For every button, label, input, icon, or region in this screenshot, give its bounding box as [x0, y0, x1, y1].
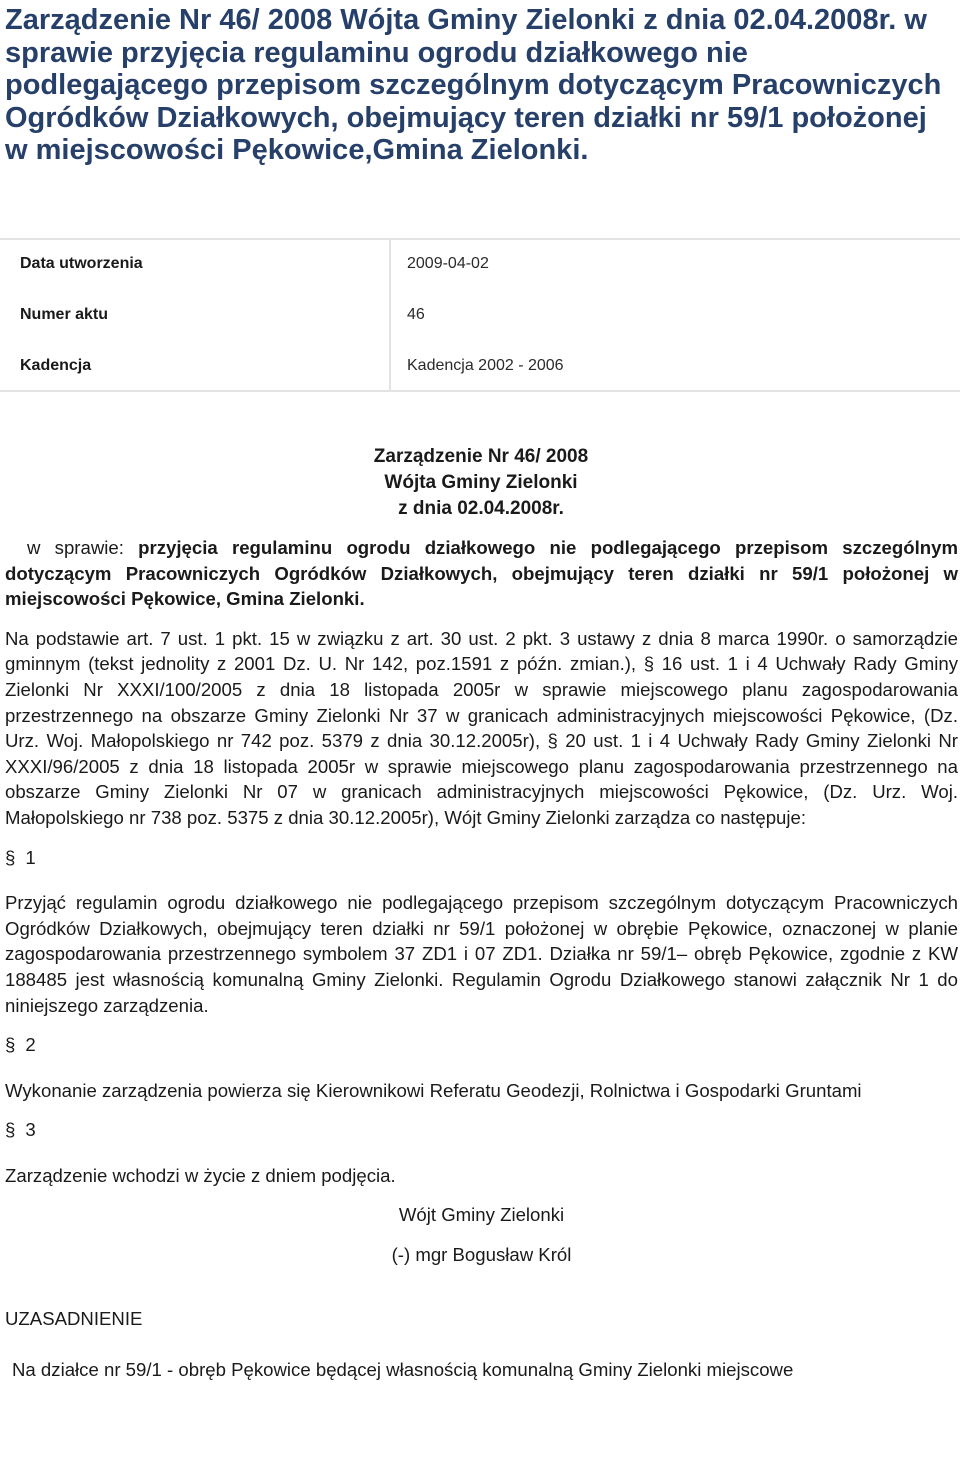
metadata-value: 46 — [407, 306, 425, 323]
subject-prefix: w sprawie: — [27, 537, 124, 558]
metadata-label: Data utworzenia — [20, 255, 143, 272]
section-heading-2 — [5, 1032, 958, 1058]
metadata-table — [0, 238, 960, 392]
heading-line-1: Zarządzenie Nr 46/ 2008 — [373, 446, 589, 467]
document-body — [5, 535, 958, 1383]
signature-name: (-) mgr Bogusław Król — [391, 1244, 572, 1266]
section-number: 1 — [25, 846, 36, 868]
section-number: 3 — [25, 1119, 36, 1141]
metadata-row-act-number — [0, 305, 960, 325]
section-sign: § — [5, 1119, 16, 1141]
justification-text: Na działce nr 59/1 - obręb Pękowice będącej własnością komunalną Gminy Zielonki miejscowe — [12, 1359, 794, 1381]
page-title: Zarządzenie Nr 46/ 2008 Wójta Gminy Zielonki z dnia 02.04.2008r. w sprawie przyjęcia regulaminu ogrodu działkowego nie podlegającego przepisom szczególnym dotyczącym Pracowniczych Ogródków Działkowych, obejmujący teren działki nr 59/1 położonej w miejscowości Pękowice,Gmina Zielonki. — [5, 4, 942, 166]
metadata-row-created — [0, 254, 960, 274]
heading-line-3: z dnia 02.04.2008r. — [398, 498, 564, 519]
section-heading-1 — [5, 845, 958, 871]
justification-heading: UZASADNIENIE — [5, 1307, 143, 1329]
subject-paragraph — [5, 535, 958, 612]
section-number: 2 — [25, 1034, 36, 1056]
legal-basis-paragraph: Na podstawie art. 7 ust. 1 pkt. 15 w związku z art. 30 ust. 2 pkt. 3 ustawy z dnia 8 marca 1990r. o samorządzie gminnym (tekst jednolity z 2001 Dz. U. Nr 142, poz.1591 z późn. zmian.), § 16 ust. 1 i 4 Uchwały Rady Gminy Zielonki Nr XXXI/100/2005 z dnia 18 listopada 2005r w sprawie miejscowego planu zagospodarowania przestrzennego na obszarze Gminy Zielonki Nr 37 w granicach administracyjnych miejscowości Pękowice, (Dz. Urz. Woj. Małopolskiego nr 742 poz. 5379 z dnia 30.12.2005r), § 20 ust. 1 i 4 Uchwały Rady Gminy Zielonki Nr XXXI/96/2005 z dnia 18 listopada 2005r w sprawie miejscowego planu zagospodarowania przestrzennego na obszarze Gminy Zielonki Nr 07 w granicach administracyjnych miejscowości Pękowice, (Dz. Urz. Woj. Małopolskiego nr 738 poz. 5375 z dnia 30.12.2005r), Wójt Gminy Zielonki zarządza co następuje: — [5, 627, 958, 828]
section-text-3: Zarządzenie wchodzi w życie z dniem podjęcia. — [5, 1164, 396, 1186]
section-text-1: Przyjąć regulamin ogrodu działkowego nie podlegającego przepisom szczególnym dotyczącym Pracowniczych Ogródków Działkowych, obejmujący teren działki nr 59/1 położonej w obrębie Pękowice, oznaczonej w planie zagospodarowania przestrzennego symbolem 37 ZD1 i 07 ZD1. Działka nr 59/1– obręb Pękowice, zgodnie z KW 188485 jest własnością komunalną Gminy Zielonki. Regulamin Ogrodu Działkowego stanowi załącznik Nr 1 do niniejszego zarządzenia. — [5, 892, 958, 1016]
section-sign: § — [5, 1034, 16, 1056]
metadata-label: Numer aktu — [20, 306, 109, 323]
heading-line-2: Wójta Gminy Zielonki — [384, 472, 578, 493]
metadata-value: Kadencja 2002 - 2006 — [407, 357, 564, 374]
section-text-2: Wykonanie zarządzenia powierza się Kierownikowi Referatu Geodezji, Rolnictwa i Gospodarki Gruntami — [5, 1079, 862, 1101]
section-heading-3 — [5, 1117, 958, 1143]
signature-title: Wójt Gminy Zielonki — [398, 1204, 565, 1226]
metadata-row-term — [0, 356, 960, 376]
section-sign: § — [5, 846, 16, 868]
metadata-value: 2009-04-02 — [407, 255, 489, 272]
subject-text: przyjęcia regulaminu ogrodu działkowego nie podlegającego przepisom szczególnym dotyczącym Pracowniczych Ogródków Działkowych, obejmujący teren działki nr 59/1 położonej w miejscowości Pękowice, Gmina Zielonki. — [5, 537, 958, 610]
document-heading — [0, 444, 960, 522]
metadata-label: Kadencja — [20, 357, 92, 374]
